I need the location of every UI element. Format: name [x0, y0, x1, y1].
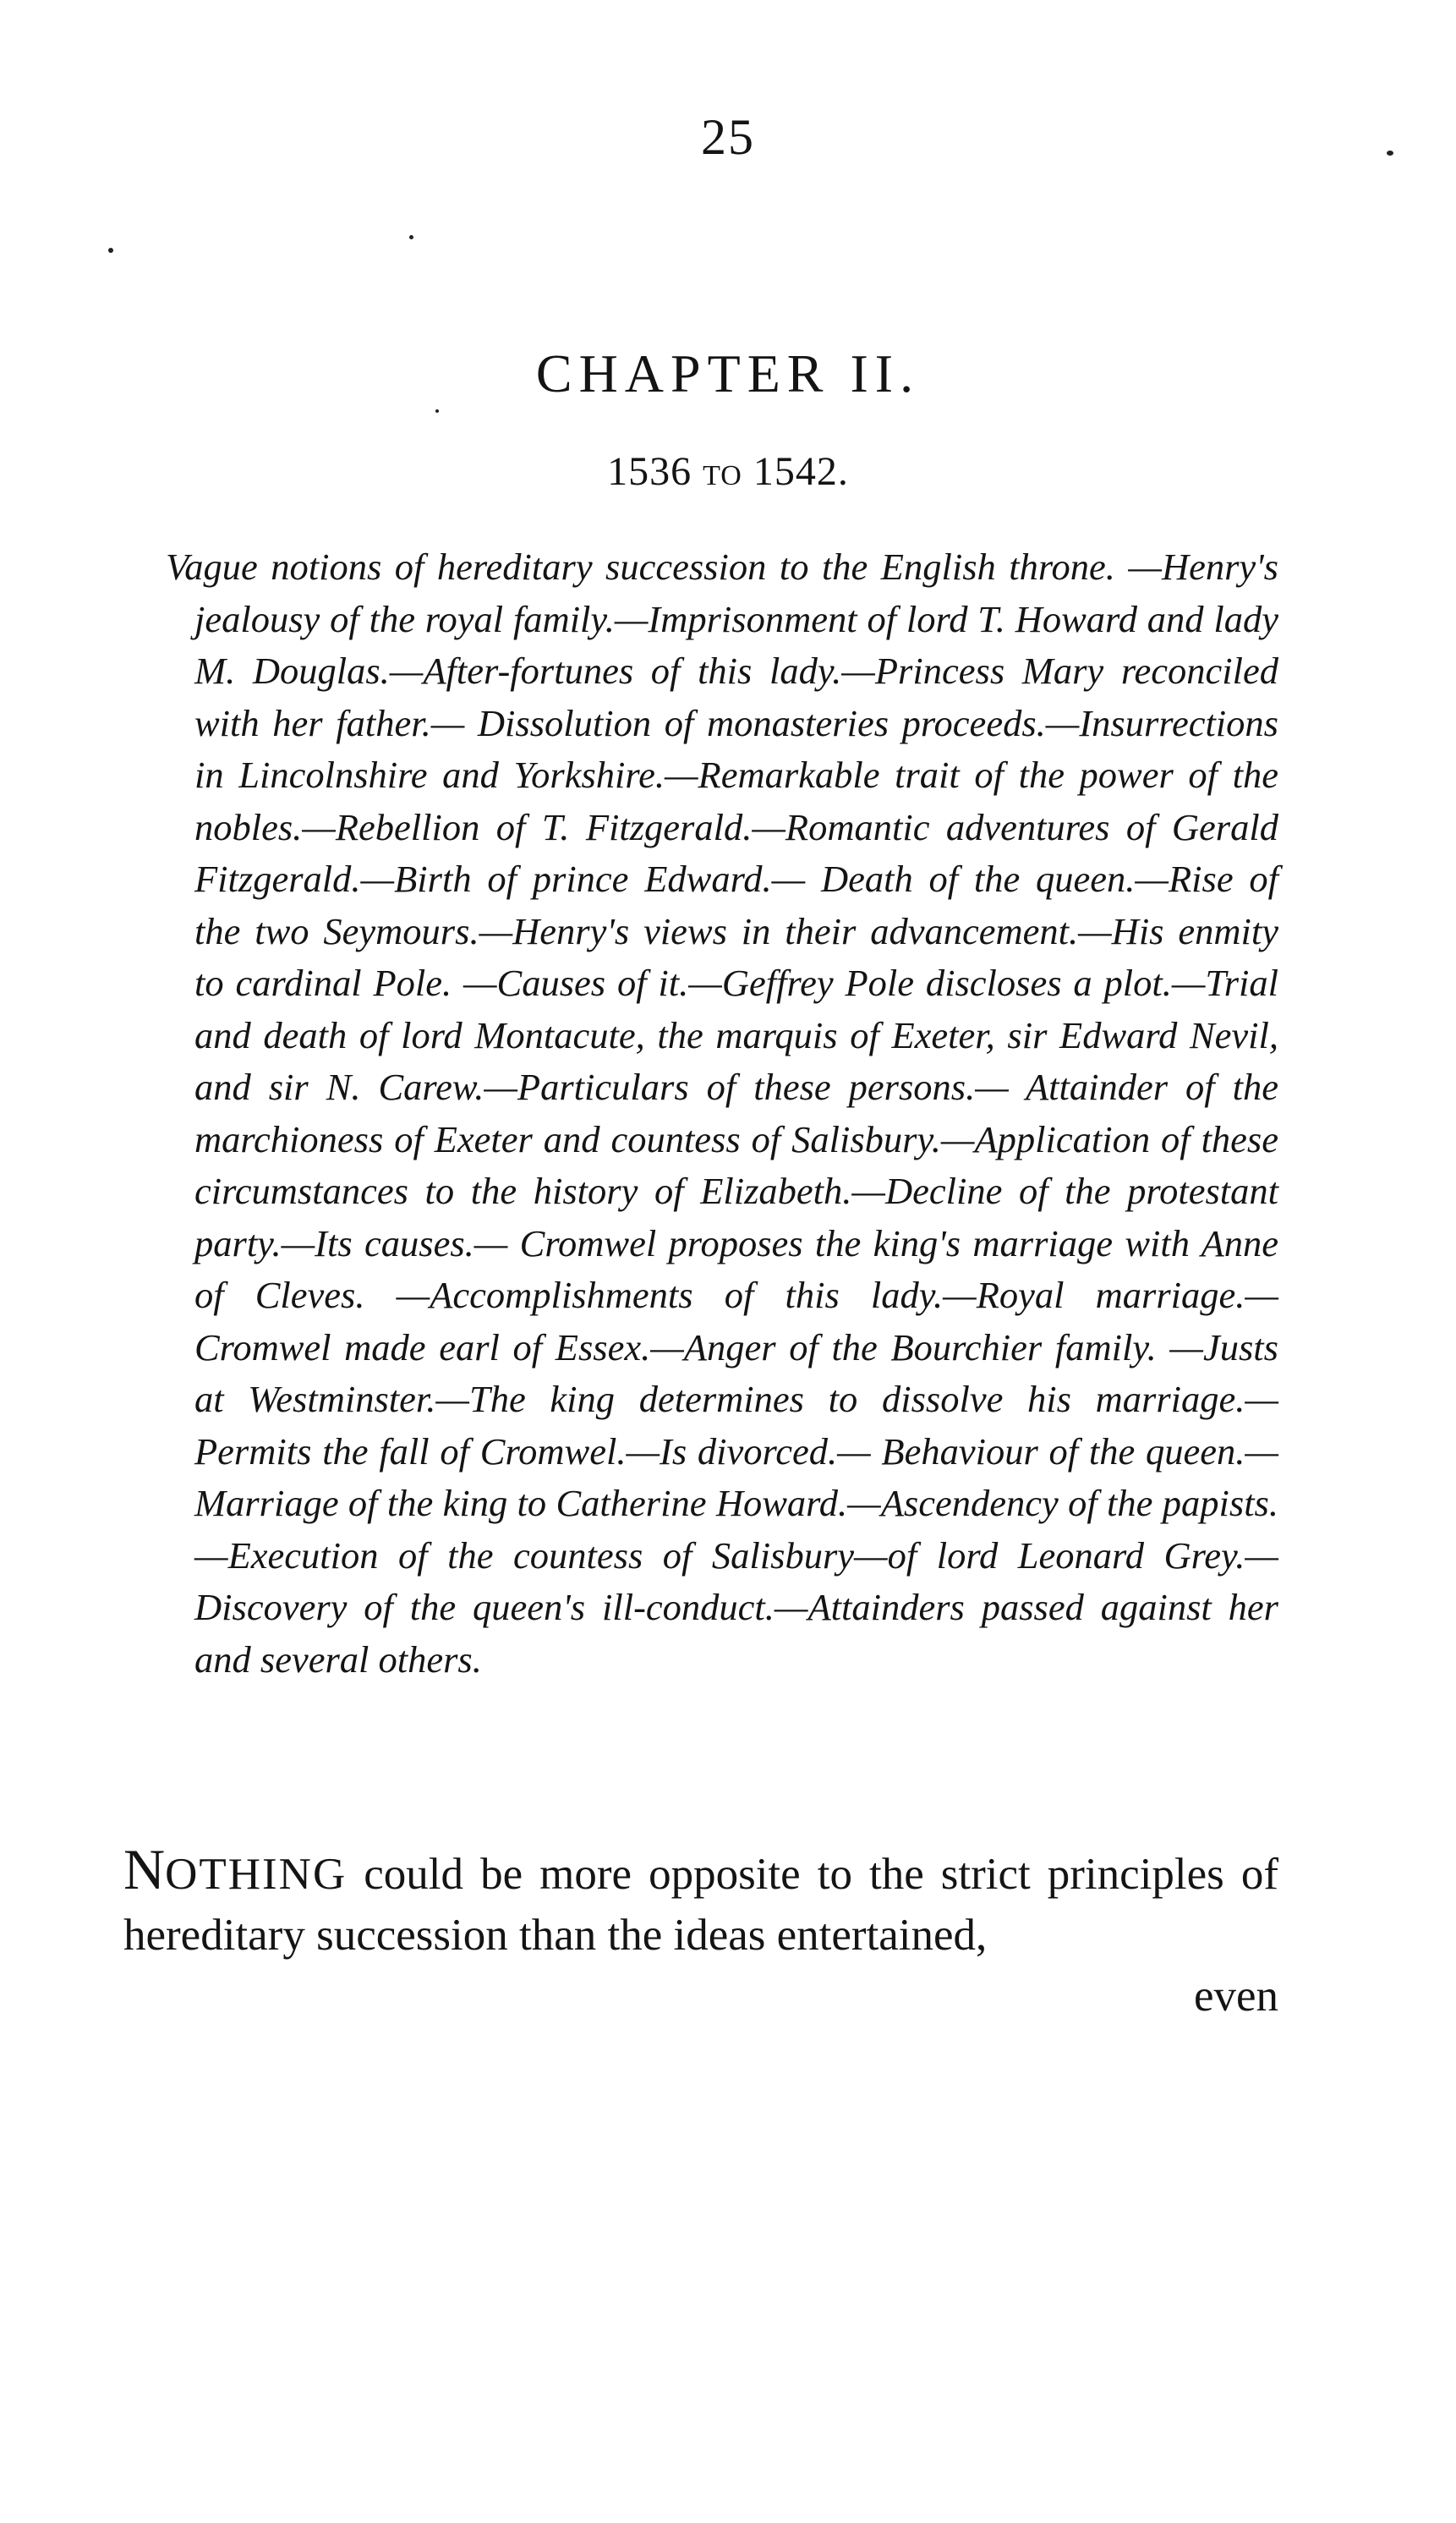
- chapter-title: CHAPTER II.: [535, 343, 921, 403]
- first-word-rest: OTHING: [165, 1850, 348, 1899]
- catchword: even: [1193, 1972, 1278, 2021]
- date-range-start: 1536: [607, 449, 692, 494]
- page-number: 25: [701, 109, 755, 165]
- scan-speck: [108, 248, 113, 253]
- initial-letter: N: [123, 1837, 166, 1901]
- date-range-end: 1542.: [753, 449, 849, 494]
- date-range-to: TO: [703, 460, 742, 491]
- scan-speck: [435, 409, 439, 413]
- scan-speck: [409, 235, 413, 239]
- chapter-synopsis: Vague notions of hereditary succession to the English throne. —Henry's jealousy of the royal family.—Imprisonment of lord T. Howard and lady M. Douglas.—After-fortunes of this lady.—Princess Mary reconciled with her father.— Dissolution of monasteries proceeds.—Insurrections in Lincolnshire and Yorkshire.—Remarkable trait of the power of the nobles.—Rebellion of T. Fitzgerald.—Romantic adventures of Gerald Fitzgerald.—Birth of prince Edward.— Death of the queen.—Rise of the two Seymours.—Henry's views in their advancement.—His enmity to cardinal Pole. —Causes of it.—Geffrey Pole discloses a plot.—Trial and death of lord Montacute, the marquis of Exeter, sir Edward Nevil, and sir N. Carew.—Particulars of these persons.— Attainder of the marchioness of Exeter and countess of Salisbury.—Application of these circumstances to the history of Elizabeth.—Decline of the protestant party.—Its causes.— Cromwel proposes the king's marriage with Anne of Cleves. —Accomplishments of this lady.—Royal marriage.—Cromwel made earl of Essex.—Anger of the Bourchier family. —Justs at Westminster.—The king determines to dissolve his marriage.—Permits the fall of Cromwel.—Is divorced.— Behaviour of the queen.—Marriage of the king to Catherine Howard.—Ascendency of the papists.—Execution of the countess of Salisbury—of lord Leonard Grey.—Discovery of the queen's ill-conduct.—Attainders passed against her and several others.: [166, 546, 1278, 1681]
- scan-speck: [1387, 151, 1393, 156]
- body-text: could be more opposite to the strict principles of hereditary succession than the ideas entertained,: [123, 1850, 1278, 1960]
- chapter-date-range: [0, 448, 1456, 495]
- body-paragraph: [123, 1837, 1278, 1966]
